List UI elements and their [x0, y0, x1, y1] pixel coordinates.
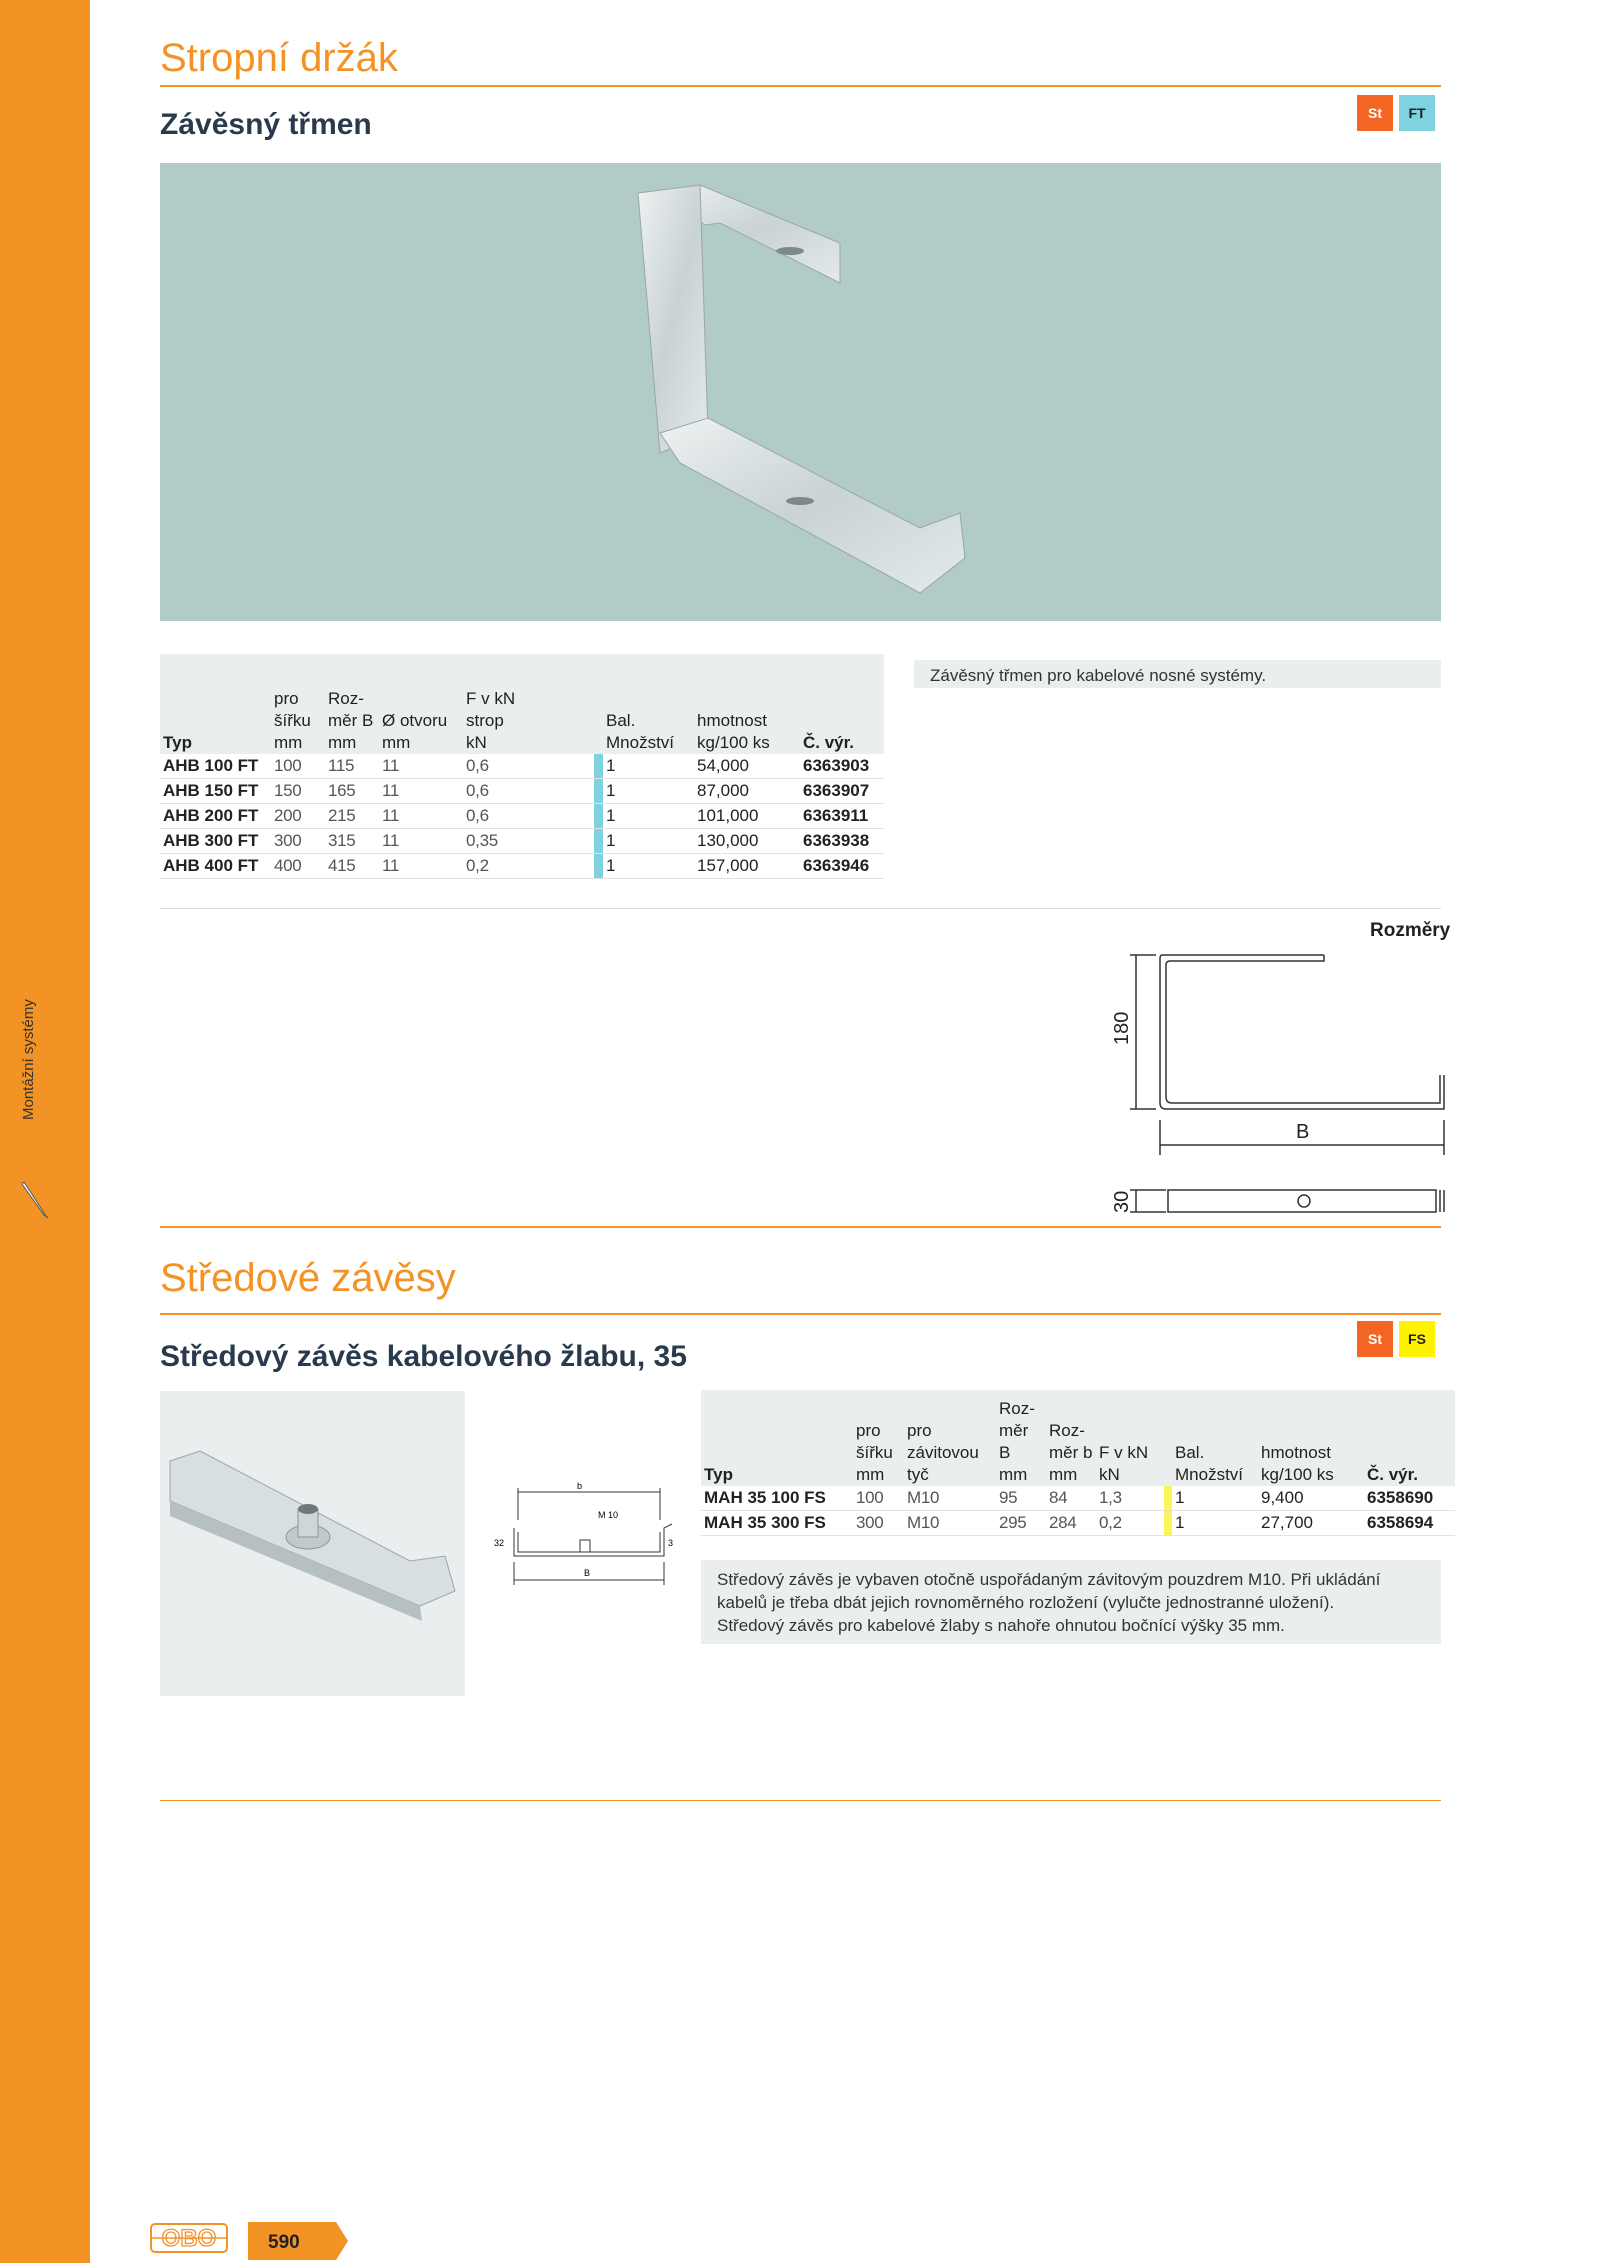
pencil-icon — [22, 1180, 50, 1220]
col-rod: pro závitovou tyč — [907, 1421, 979, 1484]
col-force: F v kN kN — [1099, 1443, 1149, 1484]
table-row — [160, 779, 884, 804]
finish-badge-ft: FT — [1399, 95, 1435, 131]
technical-drawing — [480, 1480, 680, 1600]
cell-dim-b: 115 — [325, 754, 379, 779]
cell-hole: 11 — [379, 779, 463, 804]
cell-qty: 1 — [603, 829, 694, 854]
cell-hole: 11 — [379, 829, 463, 854]
cell-marker — [529, 804, 603, 829]
table-row — [701, 1511, 1455, 1536]
description-line: Středový závěs pro kabelové žlaby s nahoře ohnutou bočnící výšky 35 mm. — [717, 1616, 1285, 1635]
section-divider — [160, 1226, 1441, 1228]
draw-label-m10: M 10 — [598, 1510, 619, 1520]
product-photo — [160, 163, 1441, 621]
cell-width: 200 — [271, 804, 325, 829]
cell-width: 400 — [271, 854, 325, 879]
cell-dim-b: 215 — [325, 804, 379, 829]
cell-dim-b: 315 — [325, 829, 379, 854]
logo-text: OBO — [161, 2225, 217, 2252]
cell-type: AHB 400 FT — [160, 854, 271, 879]
table-row — [160, 754, 884, 779]
col-hole: Ø otvoru mm — [382, 711, 448, 752]
cell-hole: 11 — [379, 754, 463, 779]
col-article: Č. výr. — [803, 733, 855, 752]
table-row — [160, 854, 884, 879]
cell-qty: 1 — [603, 754, 694, 779]
cell-weight: 27,700 — [1258, 1511, 1364, 1536]
col-weight: hmotnost kg/100 ks — [1261, 1443, 1334, 1484]
draw-label-3: 3 — [668, 1538, 674, 1548]
description-line: Středový závěs je vybaven otočně uspořádaným závitovým pouzdrem M10. Při ukládání kabelů je třeba dbát jejich rovnoměrného rozložení (vylučte jednostranné uložení). — [717, 1570, 1381, 1612]
dimension-drawing — [1090, 945, 1450, 1220]
cell-force: 0,35 — [463, 829, 529, 854]
cell-article: 6363907 — [800, 779, 884, 804]
col-dim-b: Roz-měr b mm — [1049, 1421, 1093, 1484]
product-description — [701, 1560, 1441, 1644]
cell-rod: M10 — [904, 1486, 996, 1511]
product-title: Středový závěs kabelového žlabu, 35 — [160, 1340, 687, 1373]
product-table-ahb — [160, 654, 884, 879]
cell-marker — [529, 829, 603, 854]
cell-force: 1,3 — [1096, 1486, 1156, 1511]
col-dim-B: Roz-měr B mm — [999, 1399, 1035, 1484]
col-weight: hmotnost kg/100 ks — [697, 711, 770, 752]
obo-logo — [150, 2223, 228, 2253]
draw-label-32: 32 — [494, 1538, 505, 1548]
table-row — [160, 829, 884, 854]
col-force: F v kN strop kN — [466, 689, 516, 752]
cell-dim-b: 84 — [1046, 1486, 1096, 1511]
dim-label-30: 30 — [1111, 1190, 1133, 1213]
cell-force: 0,6 — [463, 754, 529, 779]
cell-hole: 11 — [379, 854, 463, 879]
cell-dim-b: 284 — [1046, 1511, 1096, 1536]
cell-type: MAH 35 100 FS — [701, 1486, 853, 1511]
cell-marker — [529, 754, 603, 779]
cell-width: 300 — [271, 829, 325, 854]
cell-marker — [1156, 1511, 1172, 1536]
cell-marker — [529, 779, 603, 804]
cell-dim-B: 295 — [996, 1511, 1046, 1536]
product-photo — [160, 1391, 465, 1696]
cell-weight: 87,000 — [694, 779, 800, 804]
section-title: Stropní držák — [160, 36, 398, 80]
col-spacer — [529, 654, 603, 754]
material-badge-st: St — [1357, 1321, 1393, 1357]
cell-width: 100 — [271, 754, 325, 779]
sidebar — [0, 0, 90, 2263]
section-divider — [160, 1800, 1441, 1801]
cell-type: AHB 300 FT — [160, 829, 271, 854]
cell-marker — [1156, 1486, 1172, 1511]
cell-hole: 11 — [379, 804, 463, 829]
cell-weight: 101,000 — [694, 804, 800, 829]
cell-force: 0,6 — [463, 804, 529, 829]
cell-type: AHB 100 FT — [160, 754, 271, 779]
cell-force: 0,2 — [1096, 1511, 1156, 1536]
cell-article: 6363903 — [800, 754, 884, 779]
col-typ: Typ — [704, 1465, 733, 1484]
cell-width: 100 — [853, 1486, 904, 1511]
cell-width: 150 — [271, 779, 325, 804]
product-table-mah — [701, 1390, 1455, 1536]
cell-force: 0,2 — [463, 854, 529, 879]
page-number-tab — [248, 2222, 348, 2260]
cell-weight: 130,000 — [694, 829, 800, 854]
table-row — [160, 804, 884, 829]
page-number: 590 — [268, 2232, 300, 2253]
col-typ: Typ — [163, 733, 192, 752]
cell-marker — [529, 854, 603, 879]
cell-dim-b: 415 — [325, 854, 379, 879]
finish-badge-fs: FS — [1399, 1321, 1435, 1357]
section-title: Středové závěsy — [160, 1256, 456, 1300]
material-badge-st: St — [1357, 95, 1393, 131]
product-title: Závěsný třmen — [160, 108, 372, 141]
cell-type: MAH 35 300 FS — [701, 1511, 853, 1536]
cell-article: 6363911 — [800, 804, 884, 829]
product-description: Závěsný třmen pro kabelové nosné systémy. — [914, 660, 1441, 688]
cell-qty: 1 — [603, 779, 694, 804]
cell-article: 6363938 — [800, 829, 884, 854]
cell-article: 6363946 — [800, 854, 884, 879]
col-article: Č. výr. — [1367, 1465, 1419, 1484]
section-divider — [160, 1313, 1441, 1315]
cell-width: 300 — [853, 1511, 904, 1536]
cell-qty: 1 — [1172, 1511, 1258, 1536]
sidebar-label: Montážní systémy — [20, 999, 37, 1120]
cell-qty: 1 — [603, 804, 694, 829]
divider — [160, 908, 1441, 909]
cell-weight: 54,000 — [694, 754, 800, 779]
col-qty: Bal. Množství — [606, 711, 675, 752]
cell-qty: 1 — [1172, 1486, 1258, 1511]
cell-article: 6358690 — [1364, 1486, 1455, 1511]
col-width: pro šířku mm — [856, 1421, 893, 1484]
cell-rod: M10 — [904, 1511, 996, 1536]
dim-label-180: 180 — [1111, 1011, 1133, 1045]
cell-article: 6358694 — [1364, 1511, 1455, 1536]
dimensions-heading: Rozměry — [1370, 920, 1451, 941]
col-dim-b: Roz-měr B mm — [328, 689, 374, 752]
cell-weight: 9,400 — [1258, 1486, 1364, 1511]
cell-force: 0,6 — [463, 779, 529, 804]
dim-label-b: B — [1296, 1121, 1310, 1143]
cell-dim-b: 165 — [325, 779, 379, 804]
table-row — [701, 1486, 1455, 1511]
col-qty: Bal. Množství — [1175, 1443, 1244, 1484]
cell-type: AHB 150 FT — [160, 779, 271, 804]
draw-label-B: B — [584, 1568, 591, 1578]
cell-weight: 157,000 — [694, 854, 800, 879]
cell-type: AHB 200 FT — [160, 804, 271, 829]
cell-dim-B: 95 — [996, 1486, 1046, 1511]
col-width: pro šířku mm — [274, 689, 311, 752]
section-divider — [160, 85, 1441, 87]
draw-label-b: b — [577, 1481, 583, 1491]
cell-qty: 1 — [603, 854, 694, 879]
col-spacer — [1156, 1390, 1172, 1486]
